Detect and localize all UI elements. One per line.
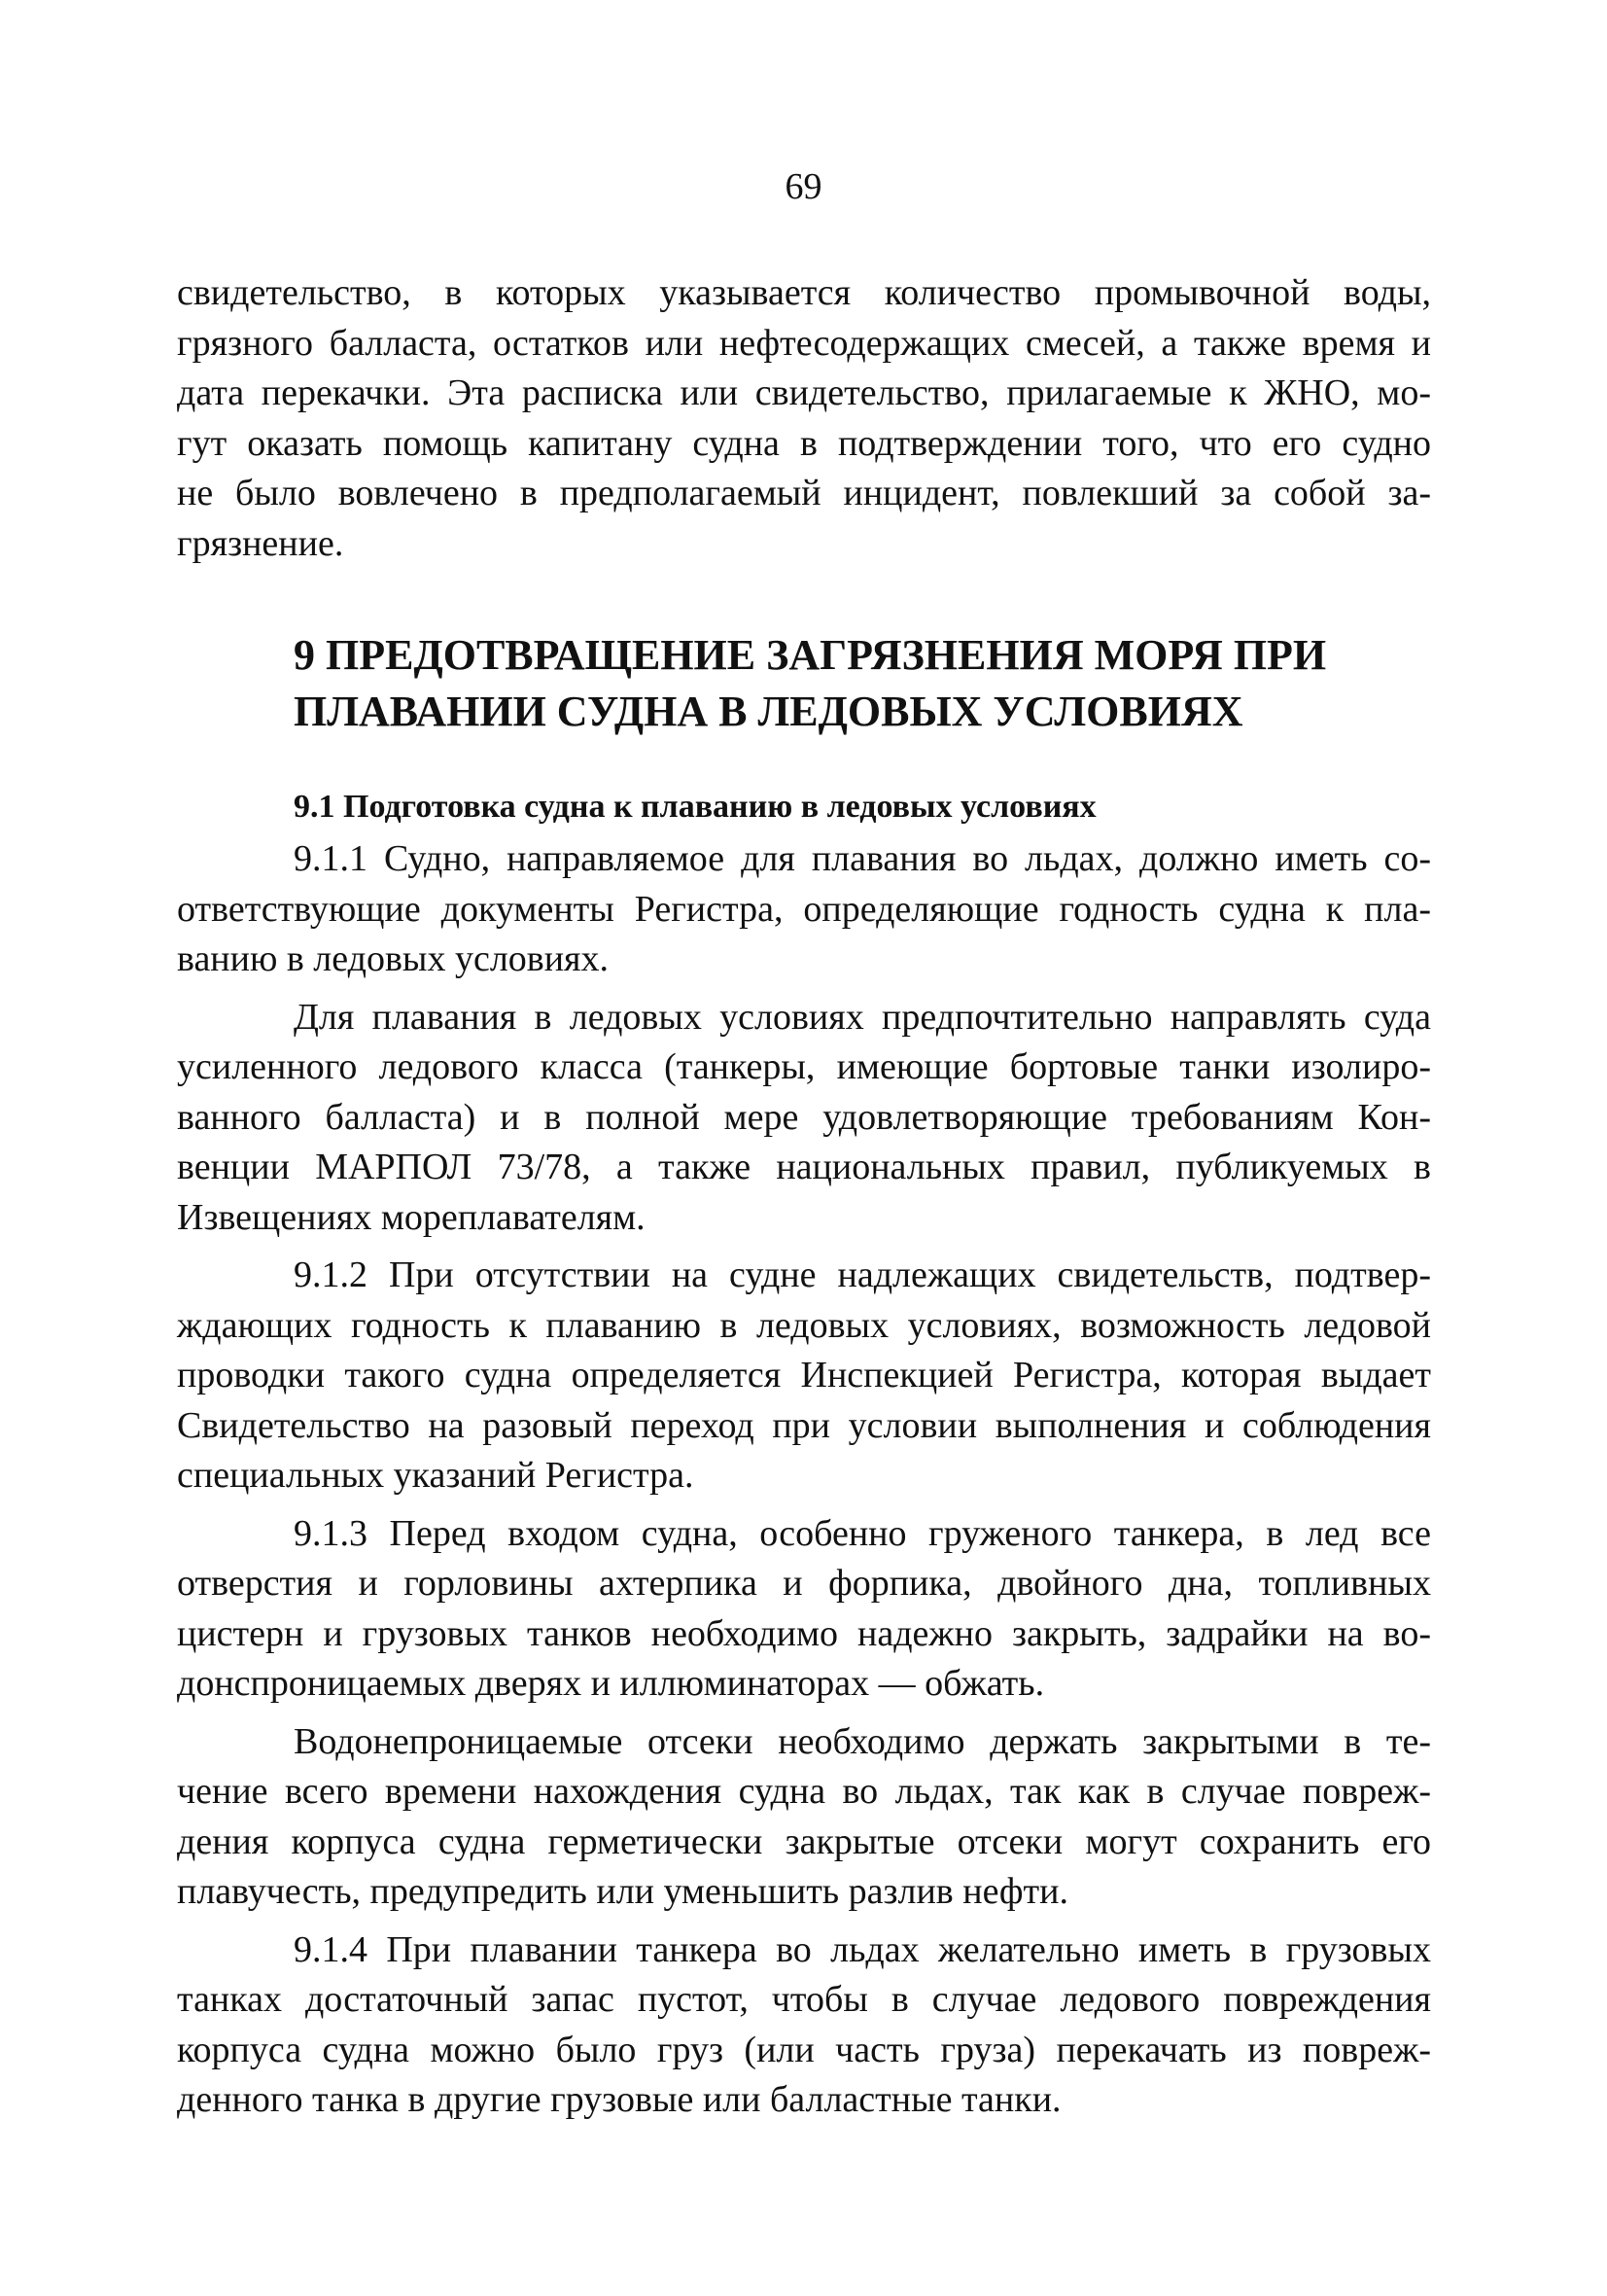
paragraph-line: гут оказать помощь капитану судна в подтверждении того, что его судно — [177, 422, 1431, 464]
paragraph-line: ответствующие документы Регистра, определяющие годность судна к пла- — [177, 888, 1431, 930]
paragraph-line: 9.1.1 Судно, направляемое для плавания во льдах, должно иметь со- — [294, 838, 1431, 879]
paragraph-9-1-4 — [177, 1925, 1431, 2126]
paragraph-9-1-3 — [177, 1509, 1431, 1710]
paragraph-line: свидетельство, в которых указывается количество промывочной воды, — [177, 272, 1431, 313]
page-number: 69 — [785, 166, 822, 207]
paragraph-line: танках достаточный запас пустот, чтобы в случае ледового повреждения — [177, 1979, 1431, 2020]
paragraph-line: грязнение. — [177, 522, 344, 564]
paragraph-line: донспроницаемых дверях и иллюминаторах — обжать. — [177, 1663, 1045, 1704]
paragraph-line: венции МАРПОЛ 73/78, а также национальных правил, публикуемых в — [177, 1147, 1431, 1187]
paragraph-line: 9.1.4 При плавании танкера во льдах желательно иметь в грузовых — [294, 1928, 1431, 1970]
section-heading-line-2: ПЛАВАНИИ СУДНА В ЛЕДОВЫХ УСЛОВИЯХ — [294, 688, 1243, 735]
paragraph-watertight — [177, 1717, 1431, 1918]
paragraph-line: отверстия и горловины ахтерпика и форпика, двойного дна, топливных — [177, 1563, 1431, 1604]
paragraph-line: Водонепроницаемые отсеки необходимо держать закрытыми в те- — [294, 1720, 1431, 1762]
paragraph-line: чение всего времени нахождения судна во льдах, так как в случае повреж- — [177, 1771, 1431, 1812]
subsection-heading: 9.1 Подготовка судна к плаванию в ледовых условиях — [294, 789, 1097, 825]
paragraph-line: не было вовлечено в предполагаемый инцидент, повлекший за собой за- — [177, 473, 1431, 513]
paragraph-9-1-1 — [177, 834, 1431, 985]
intro-paragraph — [177, 268, 1431, 569]
paragraph-line: корпуса судна можно было груз (или часть груза) перекачать из повреж- — [177, 2029, 1431, 2070]
paragraph-ice-class — [177, 993, 1431, 1244]
paragraph-line: 9.1.3 Перед входом судна, особенно груженого танкера, в лед все — [294, 1512, 1431, 1554]
paragraph-line: дения корпуса судна герметически закрытые отсеки могут сохранить его — [177, 1820, 1431, 1862]
paragraph-line: цистерн и грузовых танков необходимо надежно закрыть, задрайки на во- — [177, 1612, 1431, 1654]
section-body — [177, 834, 1431, 2126]
paragraph-line: Свидетельство на разовый переход при условии выполнения и соблюдения — [177, 1404, 1431, 1446]
paragraph-line: Извещениях мореплавателям. — [177, 1196, 646, 1238]
paragraph-line: 9.1.2 При отсутствии на судне надлежащих свидетельств, подтвер- — [294, 1254, 1431, 1295]
paragraph-line: специальных указаний Регистра. — [177, 1455, 694, 1496]
paragraph-9-1-2 — [177, 1251, 1431, 1501]
paragraph-line: ванию в ледовых условиях. — [177, 938, 610, 979]
paragraph-line: проводки такого судна определяется Инспекцией Регистра, которая выдает — [177, 1355, 1431, 1395]
paragraph-line: ждающих годность к плаванию в ледовых условиях, возможность ледовой — [177, 1304, 1431, 1346]
paragraph-line: усиленного ледового класса (танкеры, имеющие бортовые танки изолиро- — [177, 1046, 1431, 1087]
section-heading — [294, 627, 1412, 740]
section-heading-line-1: 9 ПРЕДОТВРАЩЕНИЕ ЗАГРЯЗНЕНИЯ МОРЯ ПРИ — [294, 631, 1327, 679]
paragraph-line: денного танка в другие грузовые или балластные танки. — [177, 2079, 1062, 2120]
paragraph-line: Для плавания в ледовых условиях предпочтительно направлять суда — [294, 996, 1431, 1038]
paragraph-line: дата перекачки. Эта расписка или свидетельство, прилагаемые к ЖНО, мо- — [177, 372, 1431, 413]
paragraph-line: грязного балласта, остатков или нефтесодержащих смесей, а также время и — [177, 322, 1431, 364]
paragraph-line: ванного балласта) и в полной мере удовлетворяющие требованиям Кон- — [177, 1096, 1431, 1138]
paragraph-line: плавучесть, предупредить или уменьшить разлив нефти. — [177, 1871, 1068, 1912]
